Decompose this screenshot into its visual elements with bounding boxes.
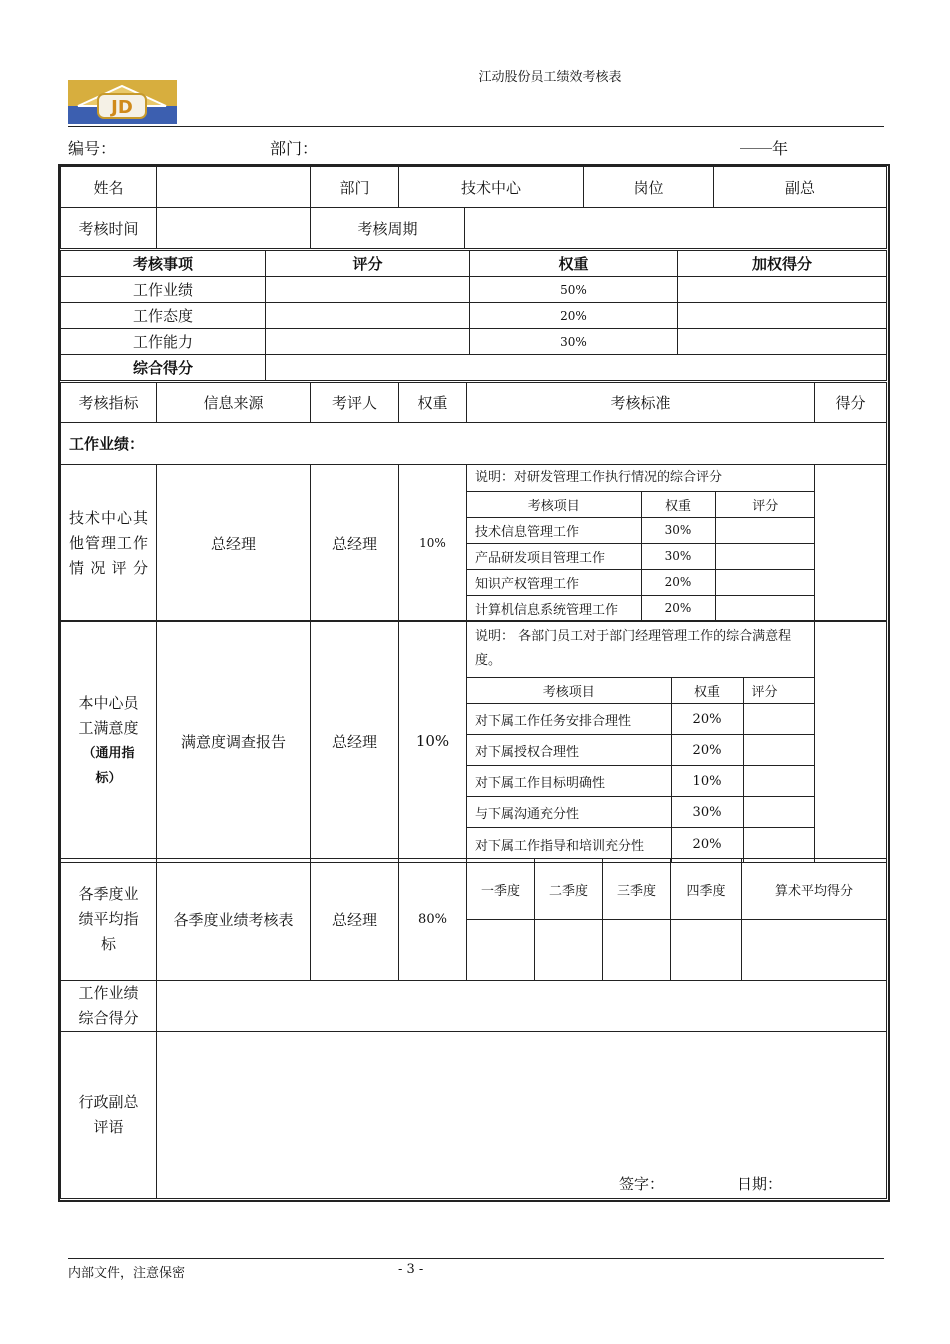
post-value: 副总 bbox=[714, 167, 887, 208]
sub-weight: 30% bbox=[641, 543, 715, 569]
average-score[interactable] bbox=[742, 920, 887, 981]
indicator-header: 考评人 bbox=[311, 383, 399, 423]
sub-score[interactable] bbox=[743, 797, 815, 828]
comment-label-line: 行政副总 bbox=[78, 1093, 139, 1111]
perf-total-line: 工作业绩 bbox=[78, 984, 139, 1002]
name-label: 姓名 bbox=[61, 167, 157, 208]
table-row bbox=[467, 828, 815, 862]
table-row bbox=[467, 595, 815, 621]
score-cell[interactable] bbox=[266, 303, 470, 329]
page-number: - 3 - bbox=[398, 1262, 424, 1277]
block3-source: 各季度业绩考核表 bbox=[157, 859, 311, 981]
dept-label: 部门 bbox=[311, 167, 399, 208]
time-label: 考核时间 bbox=[61, 208, 157, 249]
table-row bbox=[467, 766, 815, 797]
summary-weight: 50% bbox=[470, 277, 678, 303]
sub-item: 与下属沟通充分性 bbox=[467, 797, 671, 828]
number-label: 编号： bbox=[68, 139, 117, 158]
perf-total-line: 综合得分 bbox=[78, 1009, 139, 1027]
sub-item: 对下属工作任务安排合理性 bbox=[467, 704, 671, 735]
table-row bbox=[61, 329, 887, 355]
perf-total-field[interactable] bbox=[157, 981, 887, 1032]
table-row bbox=[467, 735, 815, 766]
indicator-header: 考核标准 bbox=[467, 383, 815, 423]
block3-weight: 80% bbox=[399, 859, 467, 981]
quarter-score[interactable] bbox=[671, 920, 742, 981]
quarter-header: 四季度 bbox=[671, 859, 742, 920]
sub-item: 知识产权管理工作 bbox=[467, 569, 641, 595]
block1-assessor: 总经理 bbox=[311, 465, 399, 622]
table-row bbox=[467, 704, 815, 735]
sub-score[interactable] bbox=[743, 735, 815, 766]
summary-header: 考核事项 bbox=[61, 251, 266, 277]
sub-score[interactable] bbox=[715, 517, 815, 543]
summary-item: 工作业绩 bbox=[61, 277, 266, 303]
sub-item: 技术信息管理工作 bbox=[467, 517, 641, 543]
comment-label-line: 评语 bbox=[93, 1118, 124, 1136]
period-table bbox=[60, 207, 887, 249]
sub-score[interactable] bbox=[715, 543, 815, 569]
quarter-score[interactable] bbox=[535, 920, 603, 981]
summary-item: 工作态度 bbox=[61, 303, 266, 329]
perf-total-table bbox=[60, 980, 887, 1032]
sub-header: 考核项目 bbox=[467, 491, 641, 517]
dept-value: 技术中心 bbox=[399, 167, 584, 208]
block1-note: 说明：对研发管理工作执行情况的综合评分 bbox=[467, 465, 815, 491]
block2-name-line: （通用指 bbox=[82, 746, 135, 762]
logo-lettering: JD bbox=[111, 97, 133, 118]
summary-weight: 30% bbox=[470, 329, 678, 355]
block1-subtable bbox=[467, 465, 815, 621]
block2-name-line: 本中心员 bbox=[78, 694, 139, 713]
logo-graphic bbox=[68, 80, 177, 124]
summary-total-label: 综合得分 bbox=[61, 355, 266, 381]
sub-item: 对下属工作目标明确性 bbox=[467, 766, 671, 797]
post-label: 岗位 bbox=[584, 167, 714, 208]
footer-rule bbox=[68, 1258, 884, 1259]
table-row bbox=[467, 797, 815, 828]
footer-confidential: 内部文件，注意保密 bbox=[68, 1266, 186, 1281]
section-label: 工作业绩： bbox=[61, 423, 887, 465]
block2-name-line: 标） bbox=[95, 771, 122, 787]
summary-item: 工作能力 bbox=[61, 329, 266, 355]
block3-name-line: 标 bbox=[100, 935, 116, 953]
sub-header: 考核项目 bbox=[467, 678, 671, 704]
year-label: 年 bbox=[772, 139, 789, 158]
sub-weight: 30% bbox=[671, 797, 743, 828]
indicator-header: 权重 bbox=[399, 383, 467, 423]
summary-weight: 20% bbox=[470, 303, 678, 329]
sub-weight: 20% bbox=[671, 735, 743, 766]
indicator-header: 得分 bbox=[815, 383, 887, 423]
indicator-header: 考核指标 bbox=[61, 383, 157, 423]
block1-source: 总经理 bbox=[157, 465, 311, 622]
sub-weight: 30% bbox=[641, 517, 715, 543]
quarter-header: 二季度 bbox=[535, 859, 603, 920]
sub-header: 评分 bbox=[715, 491, 815, 517]
table-row bbox=[61, 303, 887, 329]
basic-info-table bbox=[60, 166, 887, 208]
block1-weight: 10% bbox=[399, 465, 467, 622]
block2-source: 满意度调查报告 bbox=[157, 621, 311, 863]
sign-label: 签字： bbox=[619, 1175, 665, 1193]
sub-score[interactable] bbox=[743, 828, 815, 862]
sub-score[interactable] bbox=[715, 595, 815, 621]
sub-item: 计算机信息系统管理工作 bbox=[467, 595, 641, 621]
weighted-cell[interactable] bbox=[678, 277, 887, 303]
summary-header: 评分 bbox=[266, 251, 470, 277]
block2-weight: 10% bbox=[399, 621, 467, 863]
weighted-cell[interactable] bbox=[678, 303, 887, 329]
score-cell[interactable] bbox=[266, 277, 470, 303]
quarter-score[interactable] bbox=[467, 920, 535, 981]
score-cell[interactable] bbox=[266, 329, 470, 355]
summary-header: 权重 bbox=[470, 251, 678, 277]
sub-item: 对下属工作指导和培训充分性 bbox=[467, 828, 671, 862]
document-title: 江动股份员工绩效考核表 bbox=[478, 70, 622, 85]
summary-header: 加权得分 bbox=[678, 251, 887, 277]
block2-subtable bbox=[467, 621, 815, 862]
quarter-header: 一季度 bbox=[467, 859, 535, 920]
block2-name-line: 工满意度 bbox=[78, 719, 139, 738]
sub-weight: 20% bbox=[671, 828, 743, 862]
block3-table bbox=[60, 858, 887, 981]
block3-name-line: 绩平均指 bbox=[78, 910, 139, 928]
sub-weight: 20% bbox=[671, 704, 743, 735]
table-row bbox=[467, 569, 815, 595]
indicator-header: 信息来源 bbox=[157, 383, 311, 423]
quarter-score[interactable] bbox=[603, 920, 671, 981]
company-logo bbox=[68, 80, 177, 124]
period-label: 考核周期 bbox=[311, 208, 465, 249]
time-field[interactable] bbox=[157, 208, 311, 249]
sub-header: 评分 bbox=[743, 678, 815, 704]
block2-score[interactable] bbox=[815, 621, 887, 863]
block1-table bbox=[60, 464, 887, 622]
weighted-cell[interactable] bbox=[678, 329, 887, 355]
sub-score[interactable] bbox=[743, 766, 815, 797]
summary-table bbox=[60, 250, 887, 381]
table-row bbox=[61, 277, 887, 303]
sub-header: 权重 bbox=[671, 678, 743, 704]
department-label: 部门： bbox=[270, 139, 319, 158]
table-row bbox=[467, 517, 815, 543]
sub-item: 对下属授权合理性 bbox=[467, 735, 671, 766]
date-label: 日期： bbox=[737, 1175, 783, 1193]
comment-field[interactable] bbox=[157, 1032, 887, 1199]
sub-weight: 10% bbox=[671, 766, 743, 797]
block2-note: 说明： 各部门员工对于部门经理管理工作的综合满意程度。 bbox=[467, 621, 815, 678]
summary-total-field[interactable] bbox=[266, 355, 887, 381]
name-field[interactable] bbox=[157, 167, 311, 208]
quarter-header: 算术平均得分 bbox=[742, 859, 887, 920]
block2-table bbox=[60, 620, 887, 863]
comment-table bbox=[60, 1031, 887, 1199]
quarter-header: 三季度 bbox=[603, 859, 671, 920]
block3-name-line: 各季度业 bbox=[78, 885, 139, 903]
year-blank: ____ bbox=[740, 130, 772, 149]
indicator-header-table bbox=[60, 382, 887, 465]
sub-header: 权重 bbox=[641, 491, 715, 517]
header-rule bbox=[68, 126, 884, 127]
sub-score[interactable] bbox=[715, 569, 815, 595]
block1-score[interactable] bbox=[815, 465, 887, 622]
period-field[interactable] bbox=[465, 208, 887, 249]
block2-assessor: 总经理 bbox=[311, 621, 399, 863]
block1-name: 技术中心其他管理工作情况评分 bbox=[61, 465, 157, 622]
sub-weight: 20% bbox=[641, 569, 715, 595]
sub-score[interactable] bbox=[743, 704, 815, 735]
sub-weight: 20% bbox=[641, 595, 715, 621]
table-row bbox=[467, 543, 815, 569]
sub-item: 产品研发项目管理工作 bbox=[467, 543, 641, 569]
block3-assessor: 总经理 bbox=[311, 859, 399, 981]
